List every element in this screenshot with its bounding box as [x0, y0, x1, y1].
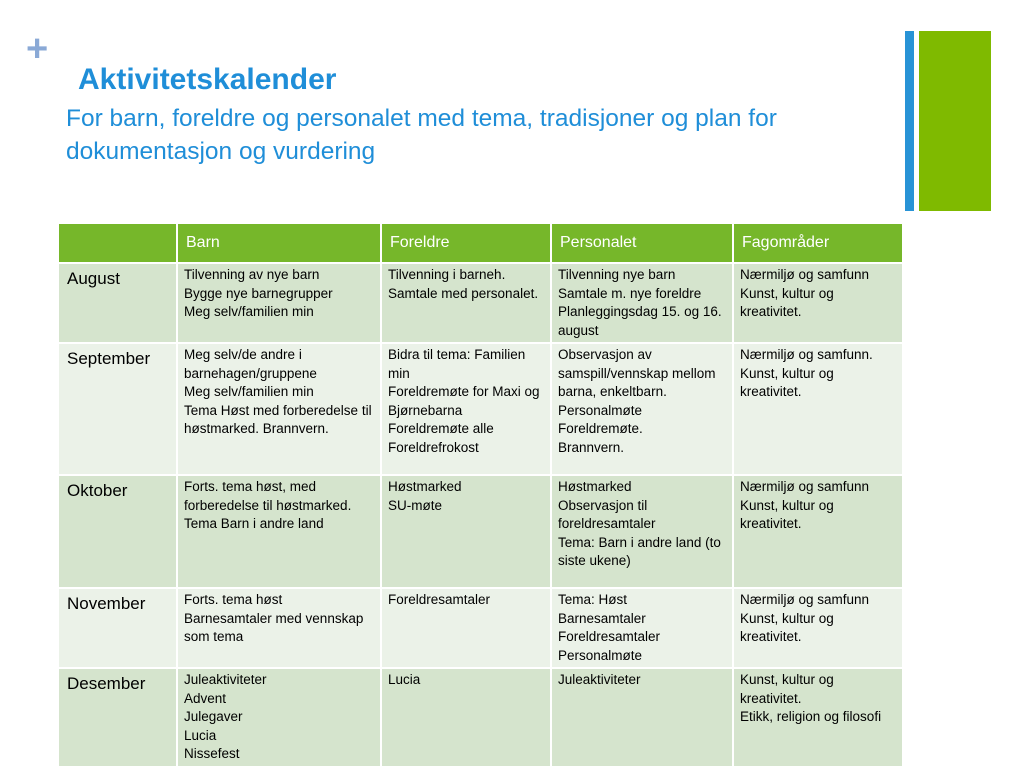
personalet-cell: Juleaktiviteter	[551, 668, 733, 767]
personalet-cell: Tema: Høst Barnesamtaler Foreldresamtaler Personalmøte	[551, 588, 733, 668]
foreldre-cell: Høstmarked SU-møte	[381, 475, 551, 588]
month-cell: August	[58, 263, 177, 343]
barn-cell: Forts. tema høst, med forberedelse til høstmarked. Tema Barn i andre land	[177, 475, 381, 588]
table-row-november	[58, 588, 903, 668]
barn-cell: Tilvenning av nye barn Bygge nye barnegrupper Meg selv/familien min	[177, 263, 381, 343]
personalet-cell: Tilvenning nye barn Samtale m. nye foreldre Planleggingsdag 15. og 16. august	[551, 263, 733, 343]
personalet-cell: Høstmarked Observasjon til foreldresamtaler Tema: Barn i andre land (to siste ukene)	[551, 475, 733, 588]
column-header-barn: Barn	[177, 223, 381, 263]
plus-icon: +	[26, 28, 49, 70]
page-subtitle: For barn, foreldre og personalet med tema, tradisjoner og plan for dokumentasjon og vurdering	[66, 105, 777, 165]
fagomrader-cell: Kunst, kultur og kreativitet. Etikk, religion og filosofi	[733, 668, 903, 767]
barn-cell: Juleaktiviteter Advent Julegaver Lucia Nissefest	[177, 668, 381, 767]
foreldre-cell: Tilvenning i barneh. Samtale med personalet.	[381, 263, 551, 343]
page-title: Aktivitetskalender	[78, 63, 337, 96]
foreldre-cell: Bidra til tema: Familien min Foreldremøte for Maxi og Bjørnebarna Foreldremøte alle Foreldrefrokost	[381, 343, 551, 475]
barn-cell: Meg selv/de andre i barnehagen/gruppene Meg selv/familien min Tema Høst med forberedelse til høstmarked. Brannvern.	[177, 343, 381, 475]
barn-cell: Forts. tema høst Barnesamtaler med vennskap som tema	[177, 588, 381, 668]
table-row-september	[58, 343, 903, 475]
table-row-august	[58, 263, 903, 343]
fagomrader-cell: Nærmiljø og samfunn. Kunst, kultur og kreativitet.	[733, 343, 903, 475]
accent-bar-blue	[905, 31, 914, 211]
column-header-foreldre: Foreldre	[381, 223, 551, 263]
fagomrader-cell: Nærmiljø og samfunn Kunst, kultur og kreativitet.	[733, 588, 903, 668]
foreldre-cell: Lucia	[381, 668, 551, 767]
column-header-month	[58, 223, 177, 263]
fagomrader-cell: Nærmiljø og samfunn Kunst, kultur og kreativitet.	[733, 475, 903, 588]
table-header-row	[58, 223, 903, 263]
activity-calendar-table	[57, 222, 904, 768]
month-cell: September	[58, 343, 177, 475]
fagomrader-cell: Nærmiljø og samfunn Kunst, kultur og kreativitet.	[733, 263, 903, 343]
table-row-desember	[58, 668, 903, 767]
month-cell: Desember	[58, 668, 177, 767]
accent-bar-green	[919, 31, 991, 211]
column-header-personalet: Personalet	[551, 223, 733, 263]
foreldre-cell: Foreldresamtaler	[381, 588, 551, 668]
personalet-cell: Observasjon av samspill/vennskap mellom barna, enkeltbarn. Personalmøte Foreldremøte. Brannvern.	[551, 343, 733, 475]
table-row-oktober	[58, 475, 903, 588]
month-cell: Oktober	[58, 475, 177, 588]
column-header-fagomrader: Fagområder	[733, 223, 903, 263]
month-cell: November	[58, 588, 177, 668]
